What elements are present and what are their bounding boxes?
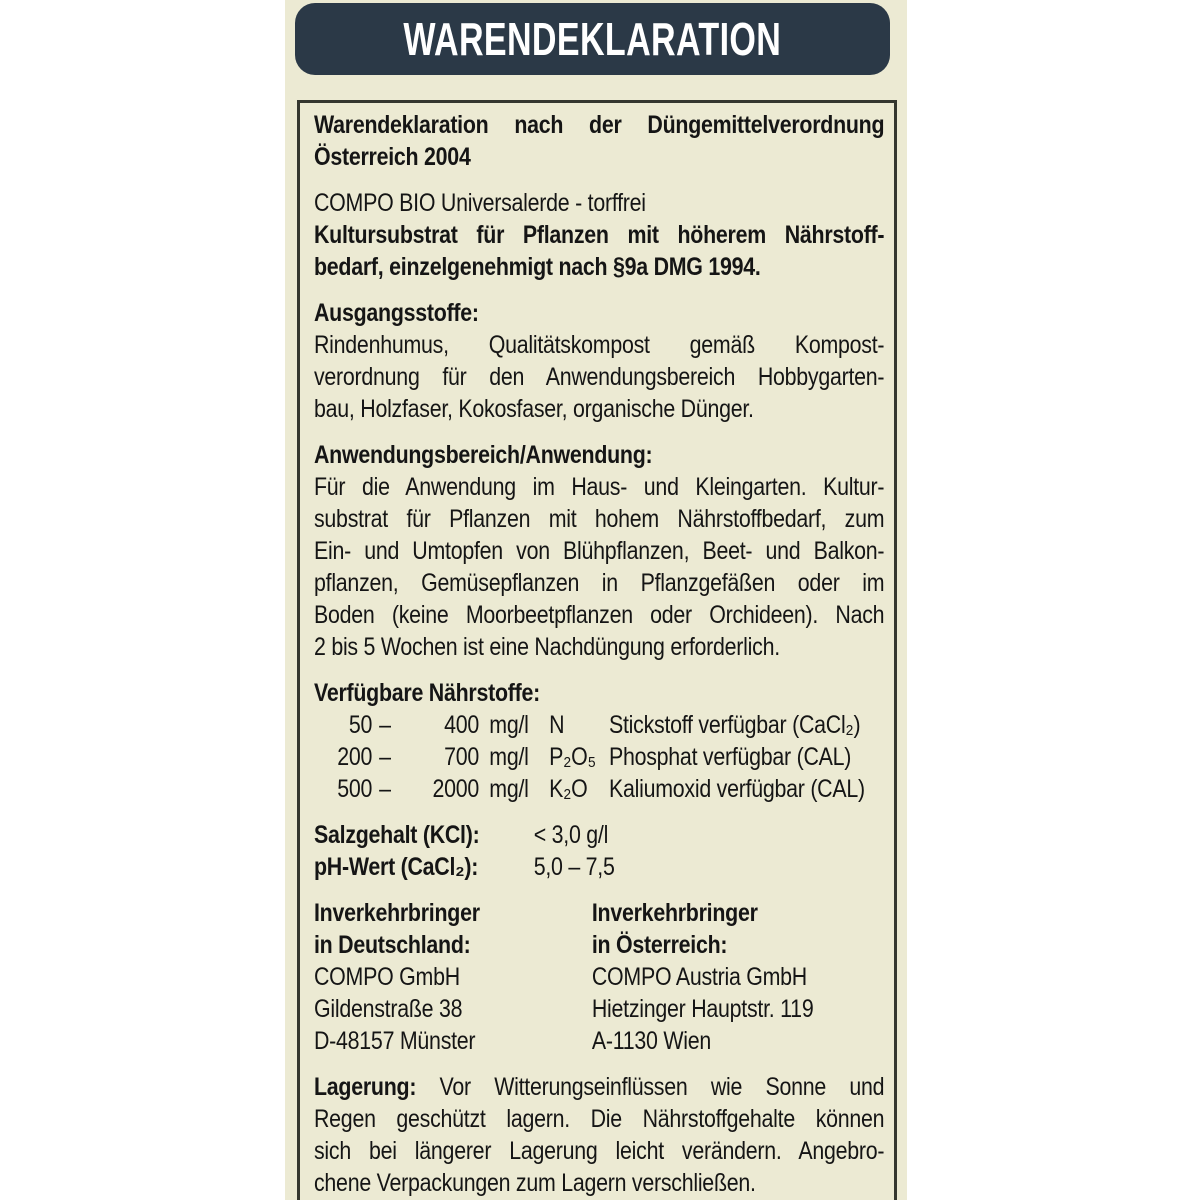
nutrient-low: 500 bbox=[337, 775, 373, 803]
distributor-germany bbox=[314, 897, 592, 1057]
nutrient-high: 2000 bbox=[432, 775, 480, 803]
text-line: chene Verpackungen zum Lagern verschließen. bbox=[314, 1169, 756, 1197]
text-line: substrat für Pflanzen mit hohem Nährstoffbedarf, zum bbox=[314, 505, 885, 533]
nutrient-desc: Phosphat verfügbar (CAL) bbox=[608, 743, 852, 771]
lagerung-text: Vor Witterungseinflüssen wie Sonne und bbox=[439, 1073, 885, 1101]
text-line: Rindenhumus, Qualitätskompost gemäß Kompost- bbox=[314, 331, 885, 359]
distributor-heading: in Deutschland: bbox=[314, 931, 471, 959]
section-lagerung bbox=[314, 1071, 884, 1199]
section-inverkehrbringer bbox=[314, 897, 884, 1057]
text-line: Für die Anwendung im Haus- und Kleingarten. Kultur- bbox=[314, 473, 885, 501]
ph-row bbox=[314, 851, 884, 883]
nutrient-unit: mg/l bbox=[489, 743, 529, 771]
distributor-heading: in Österreich: bbox=[591, 931, 728, 959]
address-line: COMPO GmbH bbox=[314, 963, 460, 991]
salt-label: Salzgehalt (KCl): bbox=[314, 821, 480, 849]
section-werte bbox=[314, 819, 884, 883]
nutrient-low: 200 bbox=[337, 743, 373, 771]
header-title: WARENDEKLARATION bbox=[403, 13, 782, 65]
product-block bbox=[314, 187, 884, 283]
text-line: bau, Holzfaser, Kokosfaser, organische Dünger. bbox=[314, 395, 754, 423]
text-line: Warendeklaration nach der Düngemittelverordnung bbox=[314, 111, 885, 139]
declaration-box bbox=[297, 100, 897, 1200]
nutrient-low: 50 bbox=[348, 711, 373, 739]
nutrient-dash: – bbox=[379, 743, 391, 771]
label-strip bbox=[285, 0, 907, 1200]
nutrient-row bbox=[314, 709, 884, 741]
text-line: Österreich 2004 bbox=[314, 143, 471, 171]
text-line: Kultursubstrat für Pflanzen mit höherem Nährstoff- bbox=[314, 221, 885, 249]
text-line: pflanzen, Gemüsepflanzen in Pflanzgefäßen oder im bbox=[314, 569, 885, 597]
nutrient-dash: – bbox=[379, 711, 391, 739]
nutrient-row bbox=[314, 773, 884, 805]
nutrient-unit: mg/l bbox=[489, 775, 529, 803]
text-line: sich bei längerer Lagerung leicht verändern. Angebro- bbox=[314, 1137, 885, 1165]
text-line: bedarf, einzelgenehmigt nach §9a DMG 1994. bbox=[314, 253, 761, 281]
nutrient-unit: mg/l bbox=[489, 711, 529, 739]
distributor-heading: Inverkehrbringer bbox=[314, 899, 480, 927]
ph-label: pH-Wert (CaCl₂): bbox=[314, 853, 479, 881]
text-line: 2 bis 5 Wochen ist eine Nachdüngung erforderlich. bbox=[314, 633, 780, 661]
nutrient-formula: P₂O₅ bbox=[549, 743, 596, 771]
address-line: A-1130 Wien bbox=[591, 1027, 712, 1055]
address-line: Hietzinger Hauptstr. 119 bbox=[591, 995, 814, 1023]
nutrient-desc: Stickstoff verfügbar (CaCl₂) bbox=[608, 711, 861, 739]
ph-value: 5,0 – 7,5 bbox=[533, 853, 615, 881]
lagerung-label: Lagerung: bbox=[314, 1073, 417, 1101]
text-line: verordnung für den Anwendungsbereich Hobbygarten- bbox=[314, 363, 885, 391]
address-line: D-48157 Münster bbox=[314, 1027, 476, 1055]
header-bar bbox=[295, 3, 890, 75]
nutrient-dash: – bbox=[379, 775, 391, 803]
nutrient-formula: N bbox=[549, 711, 565, 739]
nutrient-high: 400 bbox=[444, 711, 480, 739]
distributor-heading: Inverkehrbringer bbox=[591, 899, 758, 927]
section-anwendung bbox=[314, 439, 884, 663]
declaration-content bbox=[314, 109, 884, 1199]
product-name: COMPO BIO Universalerde - torffrei bbox=[314, 189, 646, 217]
nutrient-desc: Kaliumoxid verfügbar (CAL) bbox=[608, 775, 865, 803]
salt-value: < 3,0 g/l bbox=[533, 821, 609, 849]
salt-row bbox=[314, 819, 884, 851]
address-line: Gildenstraße 38 bbox=[314, 995, 463, 1023]
section-heading: Verfügbare Nährstoffe: bbox=[314, 679, 540, 707]
nutrient-formula: K₂O bbox=[549, 775, 588, 803]
text-line: Regen geschützt lagern. Die Nährstoffgehalte können bbox=[314, 1105, 885, 1133]
text-line: Boden (keine Moorbeetpflanzen oder Orchideen). Nach bbox=[314, 601, 885, 629]
nutrient-high: 700 bbox=[444, 743, 480, 771]
text-line bbox=[314, 1071, 884, 1103]
section-heading: Anwendungsbereich/Anwendung: bbox=[314, 441, 653, 469]
section-ausgangsstoffe bbox=[314, 297, 884, 425]
section-heading: Ausgangsstoffe: bbox=[314, 299, 479, 327]
regulation-title bbox=[314, 109, 884, 173]
text-line: Ein- und Umtopfen von Blühpflanzen, Beet- und Balkon- bbox=[314, 537, 885, 565]
nutrient-row bbox=[314, 741, 884, 773]
distributor-austria bbox=[592, 897, 884, 1057]
address-line: COMPO Austria GmbH bbox=[591, 963, 808, 991]
section-naehrstoffe bbox=[314, 677, 884, 805]
